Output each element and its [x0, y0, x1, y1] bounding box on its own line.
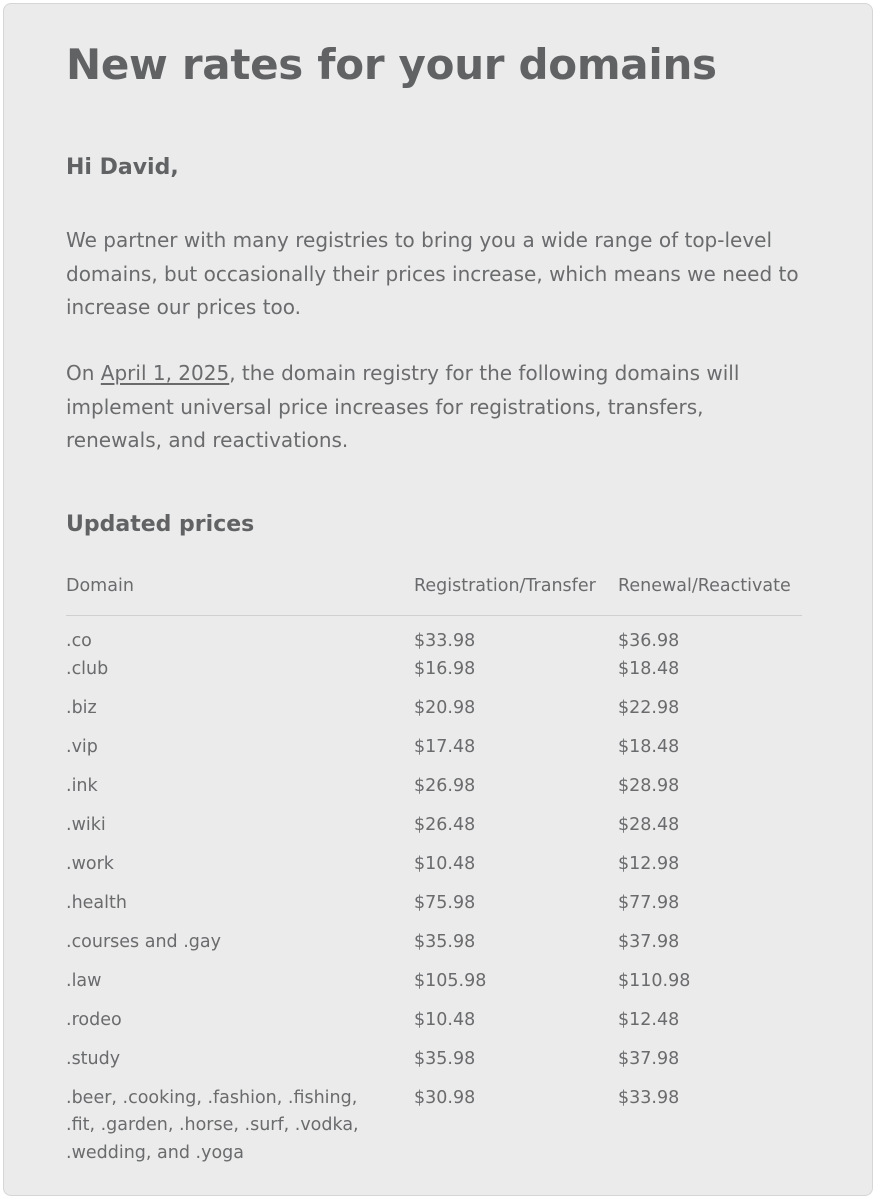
table-row — [66, 616, 802, 656]
header-registration: Registration/Transfer — [414, 576, 618, 616]
table-row — [66, 656, 802, 695]
renewal-price-cell: $37.98 — [618, 1048, 680, 1069]
domain-cell: .biz — [66, 697, 97, 718]
domain-cell: .courses and .gay — [66, 931, 221, 952]
page-title: New rates for your domains — [66, 40, 717, 89]
registration-price-cell: $105.98 — [414, 970, 487, 991]
renewal-price-cell: $28.98 — [618, 775, 680, 796]
registration-price-cell: $30.98 — [414, 1087, 476, 1108]
table-row — [66, 1085, 802, 1168]
table-row — [66, 1007, 802, 1046]
notice-prefix: On — [66, 361, 101, 385]
renewal-price-cell: $22.98 — [618, 697, 680, 718]
section-title: Updated prices — [66, 512, 255, 537]
renewal-price-cell: $33.98 — [618, 1087, 680, 1108]
registration-price-cell: $10.48 — [414, 853, 476, 874]
greeting: Hi David, — [66, 155, 179, 180]
table-header-row — [66, 576, 802, 616]
domain-cell: .law — [66, 970, 102, 991]
notice-paragraph — [66, 357, 804, 458]
domain-cell: .beer, .cooking, .fashion, .fishing, .fit, .garden, .horse, .surf, .vodka, .wedding, and .yoga — [66, 1087, 359, 1163]
registration-price-cell: $26.98 — [414, 775, 476, 796]
email-card — [3, 3, 873, 1196]
header-domain: Domain — [66, 576, 414, 616]
renewal-price-cell: $77.98 — [618, 892, 680, 913]
intro-paragraph: We partner with many registries to bring you a wide range of top-level domains, but occasionally their prices increase, which means we need to increase our prices too. — [66, 228, 799, 319]
table-row — [66, 812, 802, 851]
domain-cell: .work — [66, 853, 114, 874]
domain-cell: .vip — [66, 736, 98, 757]
registration-price-cell: $10.48 — [414, 1009, 476, 1030]
registration-price-cell: $26.48 — [414, 814, 476, 835]
renewal-price-cell: $37.98 — [618, 931, 680, 952]
table-row — [66, 851, 802, 890]
table-row — [66, 890, 802, 929]
registration-price-cell: $35.98 — [414, 931, 476, 952]
table-row — [66, 695, 802, 734]
registration-price-cell: $35.98 — [414, 1048, 476, 1069]
table-row — [66, 968, 802, 1007]
renewal-price-cell: $18.48 — [618, 658, 680, 679]
domain-cell: .health — [66, 892, 127, 913]
table-row — [66, 929, 802, 968]
price-table-body — [66, 616, 802, 1168]
domain-cell: .study — [66, 1048, 121, 1069]
registration-price-cell: $20.98 — [414, 697, 476, 718]
effective-date-link[interactable]: April 1, 2025 — [100, 361, 230, 385]
domain-cell: .rodeo — [66, 1009, 122, 1030]
domain-cell: .co — [66, 631, 92, 651]
renewal-price-cell: $12.48 — [618, 1009, 680, 1030]
registration-price-cell: $16.98 — [414, 658, 476, 679]
renewal-price-cell: $18.48 — [618, 736, 680, 757]
registration-price-cell: $17.48 — [414, 736, 476, 757]
renewal-price-cell: $36.98 — [618, 631, 680, 651]
table-row — [66, 1046, 802, 1085]
registration-price-cell: $33.98 — [414, 631, 476, 651]
renewal-price-cell: $110.98 — [618, 970, 691, 991]
registration-price-cell: $75.98 — [414, 892, 476, 913]
renewal-price-cell: $12.98 — [618, 853, 680, 874]
header-renewal: Renewal/Reactivate — [618, 576, 802, 616]
notice-suffix: , the domain registry for the following domains will implement universal price increases for registrations, transfers, renewals, and reactivations. — [66, 361, 740, 452]
domain-cell: .club — [66, 658, 109, 679]
domain-cell: .ink — [66, 775, 98, 796]
price-table — [66, 576, 802, 1167]
table-row — [66, 773, 802, 812]
table-row — [66, 734, 802, 773]
domain-cell: .wiki — [66, 814, 106, 835]
renewal-price-cell: $28.48 — [618, 814, 680, 835]
